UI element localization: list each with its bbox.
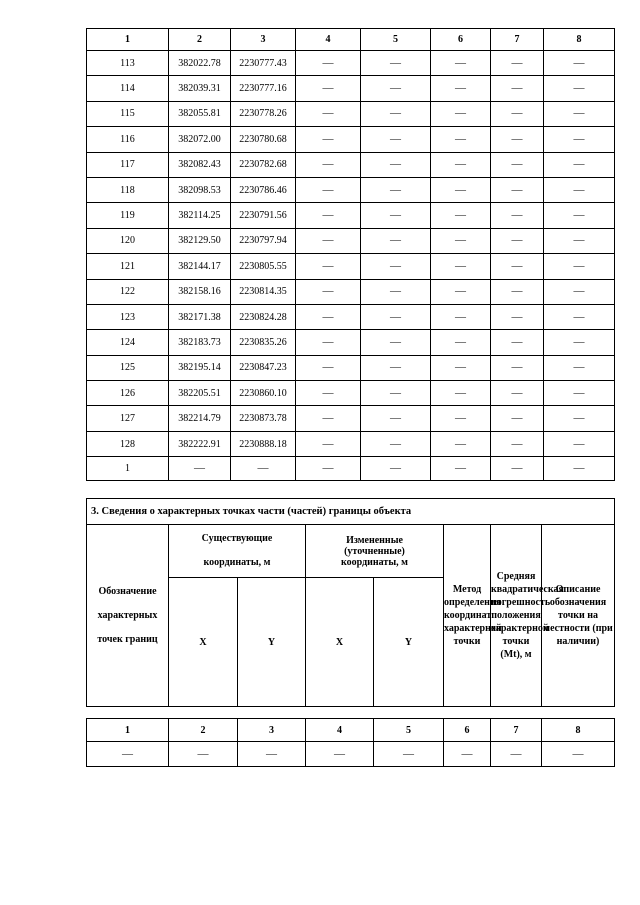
table-cell: —	[491, 431, 544, 456]
table-cell: —	[544, 101, 615, 126]
point-number-cell: 121	[87, 254, 169, 279]
table-cell: —	[431, 101, 491, 126]
table-cell: —	[431, 51, 491, 76]
table-cell: —	[238, 742, 306, 767]
table-cell: —	[544, 355, 615, 380]
table-row	[87, 279, 615, 304]
table-cell: 2230873.78	[231, 406, 296, 431]
table-cell: —	[361, 355, 431, 380]
point-number-cell: 123	[87, 304, 169, 329]
changed-coords-line3: координаты, м	[341, 556, 408, 568]
table-cell: 382205.51	[169, 381, 231, 406]
col-changed-y: Y	[374, 578, 444, 707]
table-cell: —	[361, 51, 431, 76]
table-cell: 382098.53	[169, 177, 231, 202]
table-cell: —	[296, 177, 361, 202]
table-row	[87, 254, 615, 279]
point-number-cell: 116	[87, 127, 169, 152]
table-cell: —	[491, 152, 544, 177]
table-row	[87, 177, 615, 202]
col-description: Описание обозначения точки на местности (при наличии)	[542, 525, 615, 707]
table-cell: —	[296, 457, 361, 481]
table-cell: 382082.43	[169, 152, 231, 177]
table-cell: —	[491, 228, 544, 253]
table-cell: —	[544, 127, 615, 152]
column-number-header: 7	[491, 29, 544, 51]
table-cell: 382183.73	[169, 330, 231, 355]
table-cell: —	[306, 742, 374, 767]
table-cell: 2230777.43	[231, 51, 296, 76]
column-number-header: 5	[361, 29, 431, 51]
table-cell: —	[361, 330, 431, 355]
table-cell: —	[431, 254, 491, 279]
column-number-header: 2	[169, 719, 238, 742]
table-cell: —	[296, 381, 361, 406]
table-cell: —	[544, 76, 615, 101]
point-number-cell: 117	[87, 152, 169, 177]
table-row	[87, 304, 615, 329]
table-cell: —	[296, 406, 361, 431]
column-number-header: 3	[231, 29, 296, 51]
table-cell: —	[296, 152, 361, 177]
col-existing-x: X	[169, 578, 238, 707]
table-cell: 2230791.56	[231, 203, 296, 228]
table-cell: —	[361, 381, 431, 406]
table-cell: —	[296, 254, 361, 279]
table-cell: 2230786.46	[231, 177, 296, 202]
point-number-cell: 114	[87, 76, 169, 101]
table-cell: —	[491, 742, 542, 767]
table-cell: —	[169, 457, 231, 481]
table-cell: —	[491, 177, 544, 202]
table-cell: —	[361, 101, 431, 126]
existing-coords-line2: координаты, м	[203, 557, 271, 568]
point-number-cell: 127	[87, 406, 169, 431]
table-cell: 2230888.18	[231, 431, 296, 456]
section3-table	[86, 498, 615, 707]
table-cell: —	[431, 177, 491, 202]
table-header-row	[87, 719, 615, 742]
table-cell: —	[431, 76, 491, 101]
table-cell: —	[491, 355, 544, 380]
table-row	[87, 457, 615, 481]
column-number-header: 3	[238, 719, 306, 742]
section3-data-table	[86, 718, 615, 767]
table-cell: —	[296, 355, 361, 380]
table-cell: —	[542, 742, 615, 767]
table-cell: —	[491, 51, 544, 76]
table-cell: —	[296, 431, 361, 456]
table-cell: —	[431, 152, 491, 177]
column-number-header: 8	[544, 29, 615, 51]
table-cell: —	[491, 101, 544, 126]
table-cell: —	[544, 457, 615, 481]
table-cell: —	[296, 279, 361, 304]
table-cell: —	[431, 203, 491, 228]
point-number-cell: 118	[87, 177, 169, 202]
table-cell: —	[374, 742, 444, 767]
point-number-cell: 124	[87, 330, 169, 355]
point-number-cell: 126	[87, 381, 169, 406]
table-cell: —	[431, 381, 491, 406]
table-cell: —	[296, 127, 361, 152]
column-number-header: 2	[169, 29, 231, 51]
table-cell: 382022.78	[169, 51, 231, 76]
table-cell: 2230824.28	[231, 304, 296, 329]
table-cell: 382114.25	[169, 203, 231, 228]
table-cell: —	[361, 228, 431, 253]
table-cell: —	[544, 431, 615, 456]
column-number-header: 8	[542, 719, 615, 742]
table-cell: 382072.00	[169, 127, 231, 152]
table-row	[87, 51, 615, 76]
column-number-header: 7	[491, 719, 542, 742]
table-row	[87, 101, 615, 126]
column-number-header: 6	[431, 29, 491, 51]
table-cell: 2230814.35	[231, 279, 296, 304]
table-row	[87, 127, 615, 152]
table-cell: —	[431, 330, 491, 355]
point-number-cell: 113	[87, 51, 169, 76]
table-cell: —	[491, 406, 544, 431]
point-number-cell: 119	[87, 203, 169, 228]
table-cell: —	[491, 381, 544, 406]
table-cell: —	[431, 228, 491, 253]
table-cell: —	[431, 127, 491, 152]
table-cell: —	[544, 254, 615, 279]
table-cell: —	[296, 330, 361, 355]
table-cell: —	[491, 203, 544, 228]
changed-coords-line1: Измененные	[346, 534, 403, 546]
col-changed-coords	[306, 525, 444, 578]
col-existing-y: Y	[238, 578, 306, 707]
table-gap	[86, 708, 614, 718]
table-cell: —	[296, 304, 361, 329]
table-row	[87, 431, 615, 456]
point-number-cell: 120	[87, 228, 169, 253]
table-cell: —	[491, 76, 544, 101]
table-cell: 2230778.26	[231, 101, 296, 126]
table-cell: —	[296, 228, 361, 253]
table-row	[87, 330, 615, 355]
point-number-cell: 128	[87, 431, 169, 456]
table-cell: —	[544, 152, 615, 177]
table-cell: —	[431, 279, 491, 304]
table-cell: —	[361, 457, 431, 481]
column-number-header: 4	[306, 719, 374, 742]
table-row	[87, 152, 615, 177]
table-cell: —	[431, 457, 491, 481]
table-cell: 382214.79	[169, 406, 231, 431]
column-number-header: 4	[296, 29, 361, 51]
table-row	[87, 742, 615, 767]
table-cell: —	[544, 228, 615, 253]
table-cell: 382039.31	[169, 76, 231, 101]
table-cell: —	[431, 406, 491, 431]
table-row	[87, 406, 615, 431]
column-number-header: 1	[87, 29, 169, 51]
table-cell: —	[491, 457, 544, 481]
existing-coords-line1: Существующие	[201, 533, 273, 544]
col-changed-x: X	[306, 578, 374, 707]
point-number-cell: 125	[87, 355, 169, 380]
table-cell: —	[296, 76, 361, 101]
table-cell: —	[491, 304, 544, 329]
point-number-cell: 1	[87, 457, 169, 481]
table-row	[87, 355, 615, 380]
table-cell: 2230835.26	[231, 330, 296, 355]
table-cell: 2230860.10	[231, 381, 296, 406]
column-number-header: 5	[374, 719, 444, 742]
table-cell: —	[544, 406, 615, 431]
table-header-row	[87, 29, 615, 51]
changed-coords-line2: (уточненные)	[344, 545, 405, 557]
table-cell: —	[361, 254, 431, 279]
table-row	[87, 203, 615, 228]
table-cell: —	[491, 127, 544, 152]
table-cell: —	[544, 177, 615, 202]
section3-title: 3. Сведения о характерных точках части (частей) границы объекта	[87, 499, 615, 525]
table-cell: —	[544, 304, 615, 329]
table-cell: 2230805.55	[231, 254, 296, 279]
table-cell: —	[491, 279, 544, 304]
table-row	[87, 381, 615, 406]
table-cell: —	[361, 76, 431, 101]
table-cell: —	[491, 254, 544, 279]
table-cell: —	[361, 127, 431, 152]
table-cell: 382158.16	[169, 279, 231, 304]
column-number-header: 6	[444, 719, 491, 742]
table-cell: —	[491, 330, 544, 355]
table-cell: —	[544, 330, 615, 355]
point-number-cell: —	[87, 742, 169, 767]
table-cell: 382144.17	[169, 254, 231, 279]
col-point-designation-label: Обозначение характерных точек границ	[97, 585, 158, 645]
table-cell: 382055.81	[169, 101, 231, 126]
boundary-points-table	[86, 28, 615, 481]
table-cell: —	[361, 177, 431, 202]
table-cell: 2230780.68	[231, 127, 296, 152]
table-cell: —	[431, 355, 491, 380]
point-number-cell: 122	[87, 279, 169, 304]
table-row	[87, 228, 615, 253]
table-cell: —	[544, 279, 615, 304]
table-cell: 382171.38	[169, 304, 231, 329]
table-cell: 2230847.23	[231, 355, 296, 380]
table-cell: 2230777.16	[231, 76, 296, 101]
table-cell: —	[361, 203, 431, 228]
table-cell: —	[169, 742, 238, 767]
table-cell: —	[544, 51, 615, 76]
table-cell: 382222.91	[169, 431, 231, 456]
table-cell: 2230782.68	[231, 152, 296, 177]
table-row	[87, 76, 615, 101]
table-cell: —	[361, 279, 431, 304]
table-cell: —	[361, 304, 431, 329]
table-cell: —	[544, 203, 615, 228]
table-cell: —	[444, 742, 491, 767]
table-cell: 2230797.94	[231, 228, 296, 253]
col-point-designation	[87, 525, 169, 707]
table-cell: —	[296, 203, 361, 228]
table-cell: —	[296, 51, 361, 76]
table-cell: —	[544, 381, 615, 406]
table-cell: —	[361, 431, 431, 456]
table-cell: —	[361, 406, 431, 431]
col-method: Метод определения координат характерной точки	[444, 525, 491, 707]
table-cell: 382129.50	[169, 228, 231, 253]
table-cell: —	[296, 101, 361, 126]
table-cell: —	[431, 304, 491, 329]
point-number-cell: 115	[87, 101, 169, 126]
col-existing-coords	[169, 525, 306, 578]
col-rmse: Средняя квадратическая погрешность положения характерной точки (Mt), м	[491, 525, 542, 707]
table-cell: 382195.14	[169, 355, 231, 380]
table-cell: —	[431, 431, 491, 456]
column-number-header: 1	[87, 719, 169, 742]
table-cell: —	[361, 152, 431, 177]
table-cell: —	[231, 457, 296, 481]
